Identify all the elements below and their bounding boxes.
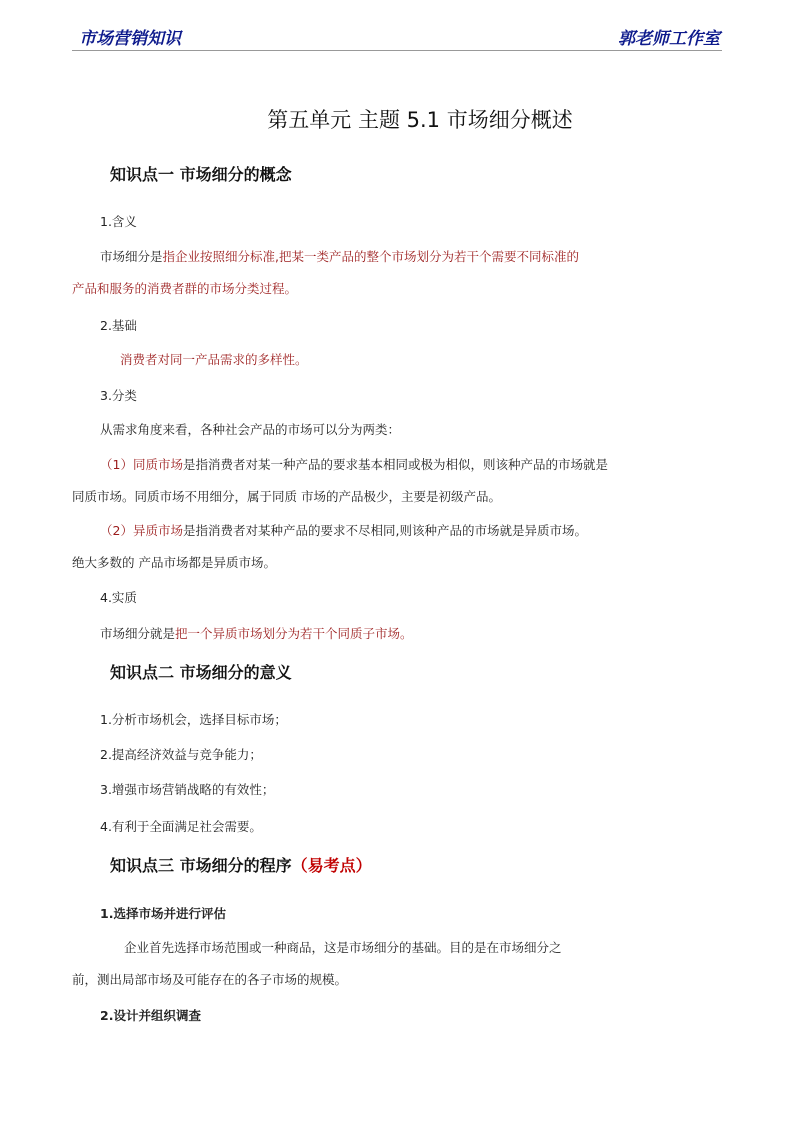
subsection-label-classification: 3.分类 [100,388,137,403]
section-heading-3-text: 知识点三 市场细分的程序 [110,856,292,875]
significance-item-1: 1.分析市场机会，选择目标市场； [100,712,287,727]
paragraph-essence [100,626,413,642]
definition-lead: 市场细分是 [100,249,163,264]
page-title: 第五单元 主题 5.1 市场细分概述 [267,108,573,132]
heterogeneous-market-desc: 是指消费者对某种产品的要求不尽相同,则该种产品的市场就是异质市场。 [182,523,587,538]
significance-item-4: 4.有利于全面满足社会需要。 [100,819,262,834]
significance-item-3: 3.增强市场营销战略的有效性； [100,782,275,797]
section-heading-3 [110,853,372,876]
homogeneous-market-desc: 是指消费者对某一种产品的要求基本相同或极为相似，则该种产品的市场就是 [182,457,608,472]
section-heading-2: 知识点二 市场细分的意义 [110,663,292,682]
paragraph-basis: 消费者对同一产品需求的多样性。 [120,352,308,367]
header-right-title: 郭老师工作室 [618,29,720,49]
significance-item-2: 2.提高经济效益与竞争能力； [100,747,262,762]
exam-point-tag: （易考点） [291,856,372,875]
section-heading-1: 知识点一 市场细分的概念 [110,165,292,184]
procedure-step-1-line1: 企业首先选择市场范围或一种商品，这是市场细分的基础。目的是在市场细分之 [124,940,562,955]
heterogeneous-market-term: （2）异质市场 [100,523,183,538]
definition-highlight: 指企业按照细分标准,把某一类产品的整个市场划分为若干个需要不同标准的 [162,249,579,264]
classification-item-1-line2: 同质市场。同质市场不用细分，属于同质 市场的产品极少，主要是初级产品。 [72,489,501,504]
procedure-step-2-label: 2.设计并组织调查 [100,1008,201,1023]
header-left-title: 市场营销知识 [79,29,181,49]
paragraph-classification-intro: 从需求角度来看，各种社会产品的市场可以分为两类： [100,422,401,437]
subsection-label-meaning: 1.含义 [100,214,137,229]
procedure-step-1-line2: 前，测出局部市场及可能存在的各子市场的规模。 [72,972,348,987]
procedure-step-1-label: 1.选择市场并进行评估 [100,906,226,921]
subsection-label-basis: 2.基础 [100,318,137,333]
header-divider [72,50,722,51]
subsection-label-essence: 4.实质 [100,590,137,605]
homogeneous-market-term: （1）同质市场 [100,457,183,472]
classification-item-2-line1 [100,523,587,539]
essence-lead: 市场细分就是 [100,626,176,641]
essence-highlight: 把一个异质市场划分为若干个同质子市场。 [175,626,413,641]
classification-item-1-line1 [100,457,608,473]
classification-item-2-line2: 绝大多数的 产品市场都是异质市场。 [72,555,276,570]
paragraph-definition-line1 [100,249,579,265]
paragraph-definition-line2: 产品和服务的消费者群的市场分类过程。 [72,281,298,296]
